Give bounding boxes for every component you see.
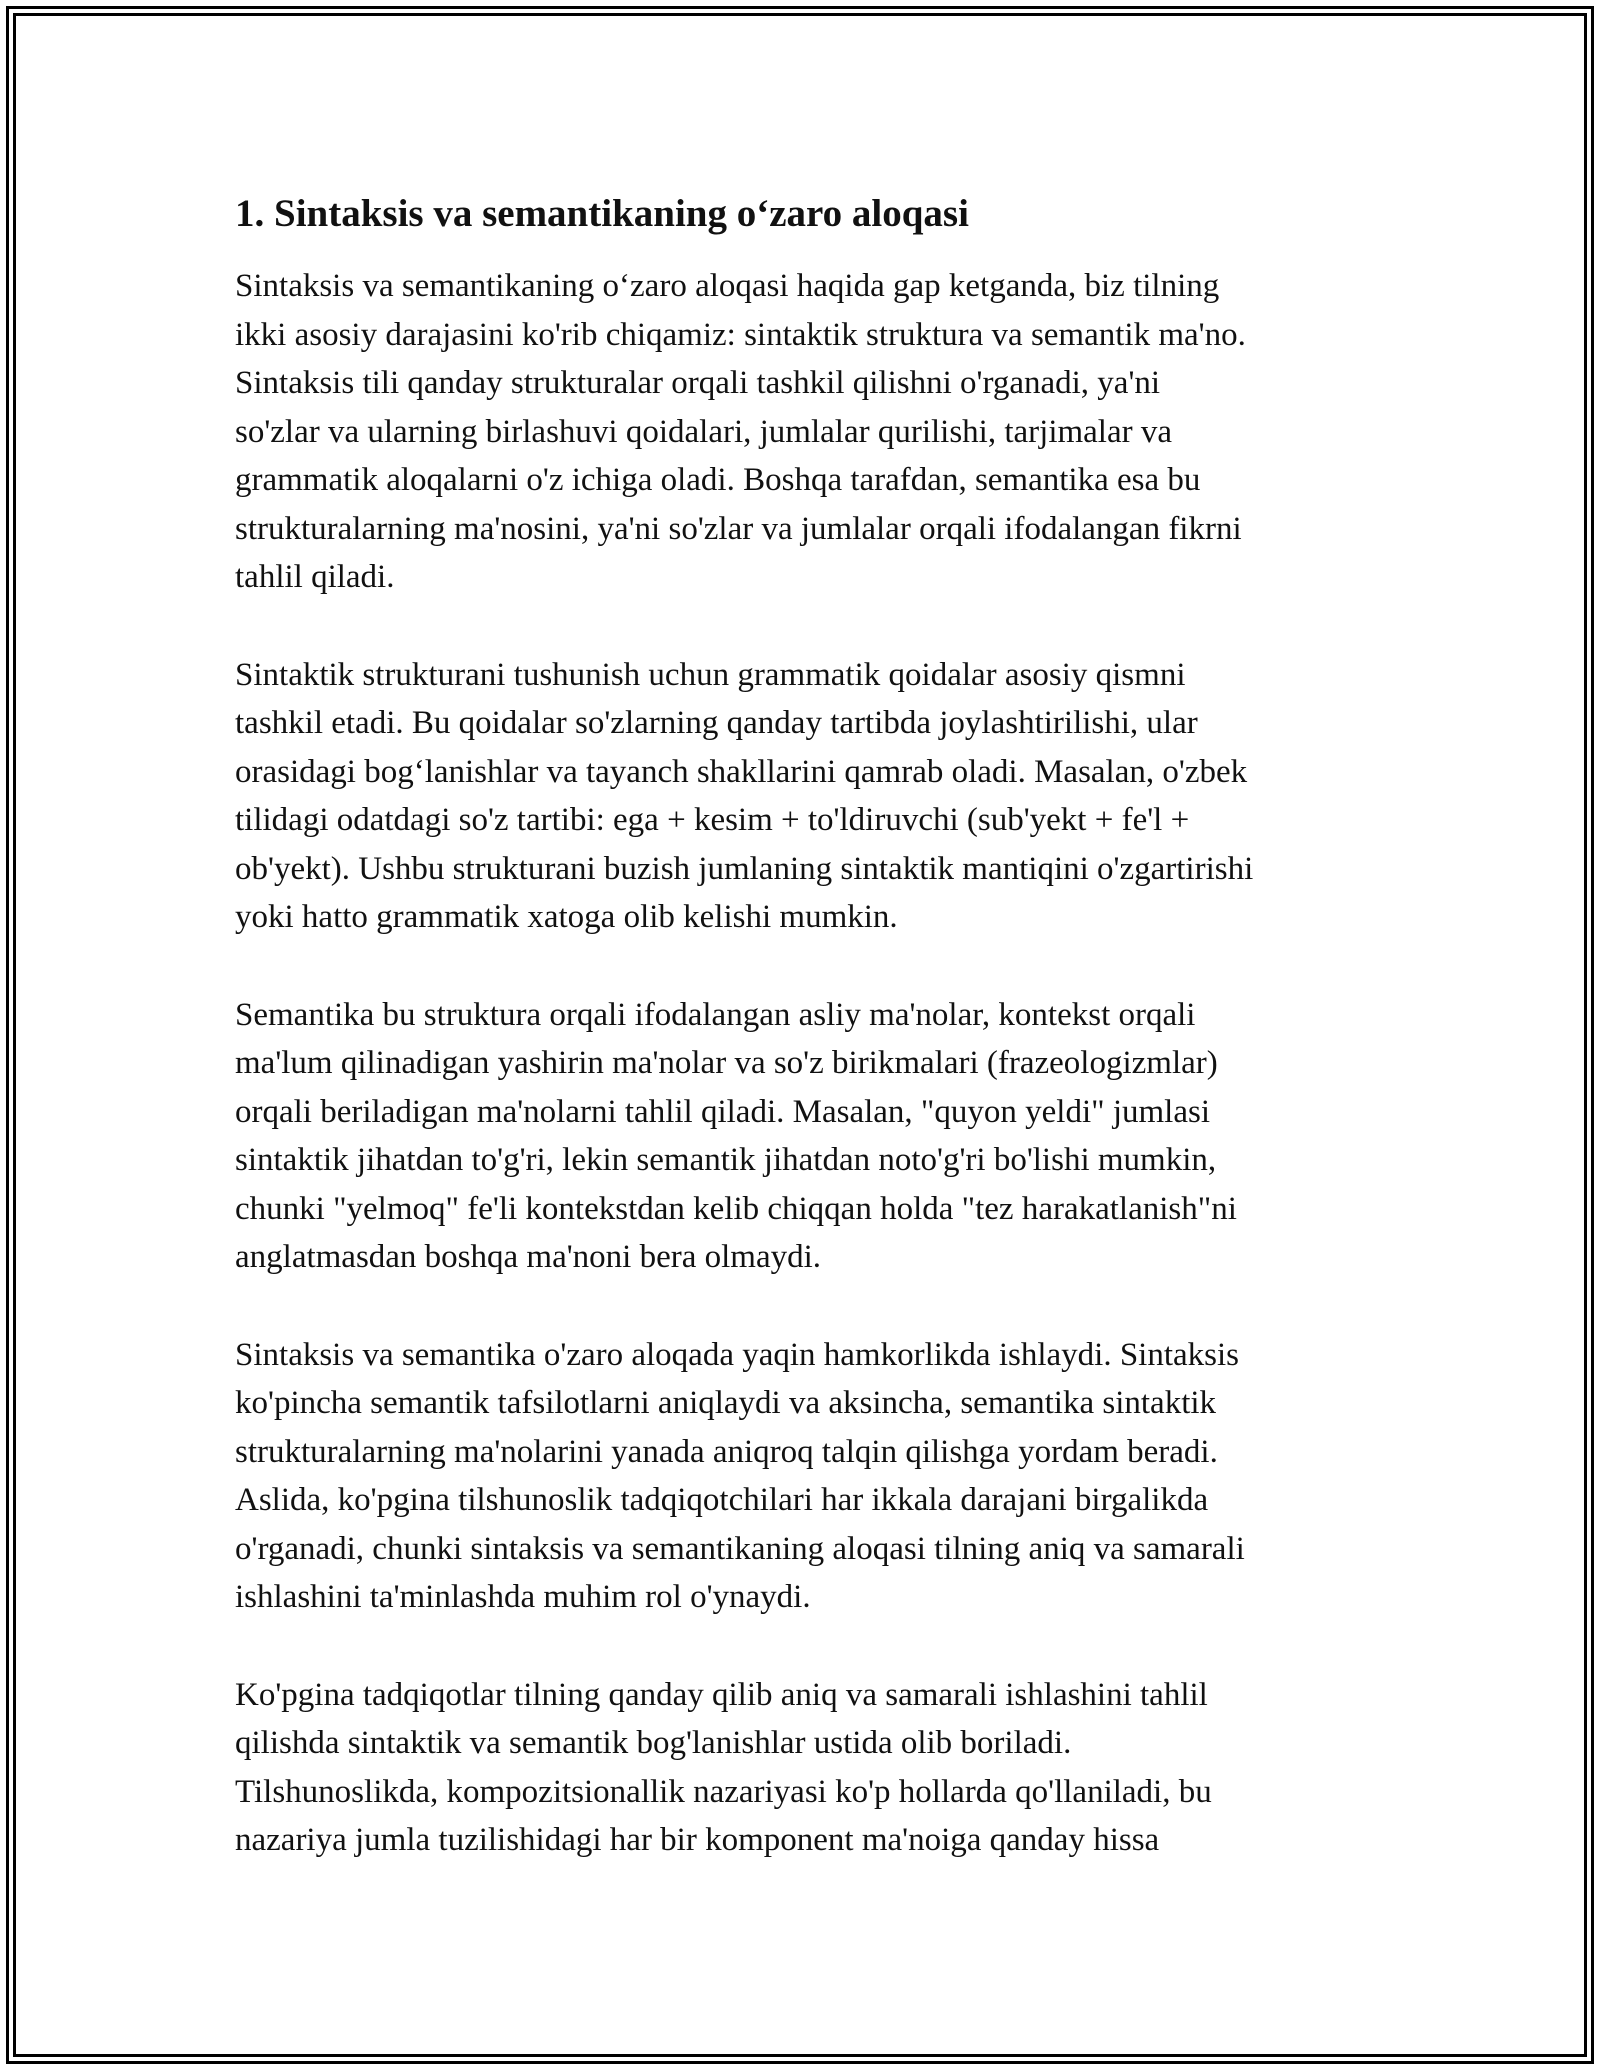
section-heading: 1. Sintaksis va semantikaning o‘zaro aloqasi	[235, 192, 969, 235]
paragraph-1: Sintaksis va semantikaning o‘zaro aloqasi haqida gap ketganda, biz tilning ikki asosiy darajasini ko'rib chiqamiz: sintaktik struktura va semantik ma'no. Sintaksis tili qanday strukturalar orqali tashkil qilishni o'rganadi, ya'ni so'zlar va ularning birlashuvi qoidalari, jumlalar qurilishi, tarjimalar va grammatik aloqalarni o'z ichiga oladi. Boshqa tarafdan, semantika esa bu strukturalarning ma'nosini, ya'ni so'zlar va jumlalar orqali ifodalangan fikrni tahlil qiladi.	[235, 268, 1246, 595]
paragraph-4: Sintaksis va semantika o'zaro aloqada yaqin hamkorlikda ishlaydi. Sintaksis ko'pincha semantik tafsilotlarni aniqlaydi va aksincha, semantika sintaktik strukturalarning ma'nolarini yanada aniqroq talqin qilishga yordam beradi. Aslida, ko'pgina tilshunoslik tadqiqotchilari har ikkala darajani birgalikda o'rganadi, chunki sintaksis va semantikaning aloqasi tilning aniq va samarali ishlashini ta'minlashda muhim rol o'ynaydi.	[235, 1336, 1245, 1615]
paragraph-5: Ko'pgina tadqiqotlar tilning qanday qilib aniq va samarali ishlashini tahlil qilishda sintaktik va semantik bog'lanishlar ustida olib boriladi. Tilshunoslikda, kompozitsionallik nazariyasi ko'p hollarda qo'llaniladi, bu nazariya jumla tuzilishidagi har bir komponent ma'noiga qanday hissa	[235, 1676, 1212, 1858]
paragraph-3: Semantika bu struktura orqali ifodalangan asliy ma'nolar, kontekst orqali ma'lum qilinadigan yashirin ma'nolar va so'z birikmalari (frazeologizmlar) orqali beriladigan ma'nolarni tahlil qiladi. Masalan, "quyon yeldi" jumlasi sintaktik jihatdan to'g'ri, lekin semantik jihatdan noto'g'ri bo'lishi mumkin, chunki "yelmoq" fe'li kontekstdan kelib chiqqan holda "tez harakatlanish"ni anglatmasdan boshqa ma'noni bera olmaydi.	[235, 996, 1237, 1275]
paragraph-2: Sintaktik strukturani tushunish uchun grammatik qoidalar asosiy qismni tashkil etadi. Bu qoidalar so'zlarning qanday tartibda joylashtirilishi, ular orasidagi bog‘lanishlar va tayanch shakllarini qamrab oladi. Masalan, o'zbek tilidagi odatdagi so'z tartibi: ega + kesim + to'ldiruvchi (sub'yekt + fe'l + ob'yekt). Ushbu strukturani buzish jumlaning sintaktik mantiqini o'zgartirishi yoki hatto grammatik xatoga olib kelishi mumkin.	[235, 656, 1254, 935]
document-body	[235, 186, 1375, 1914]
